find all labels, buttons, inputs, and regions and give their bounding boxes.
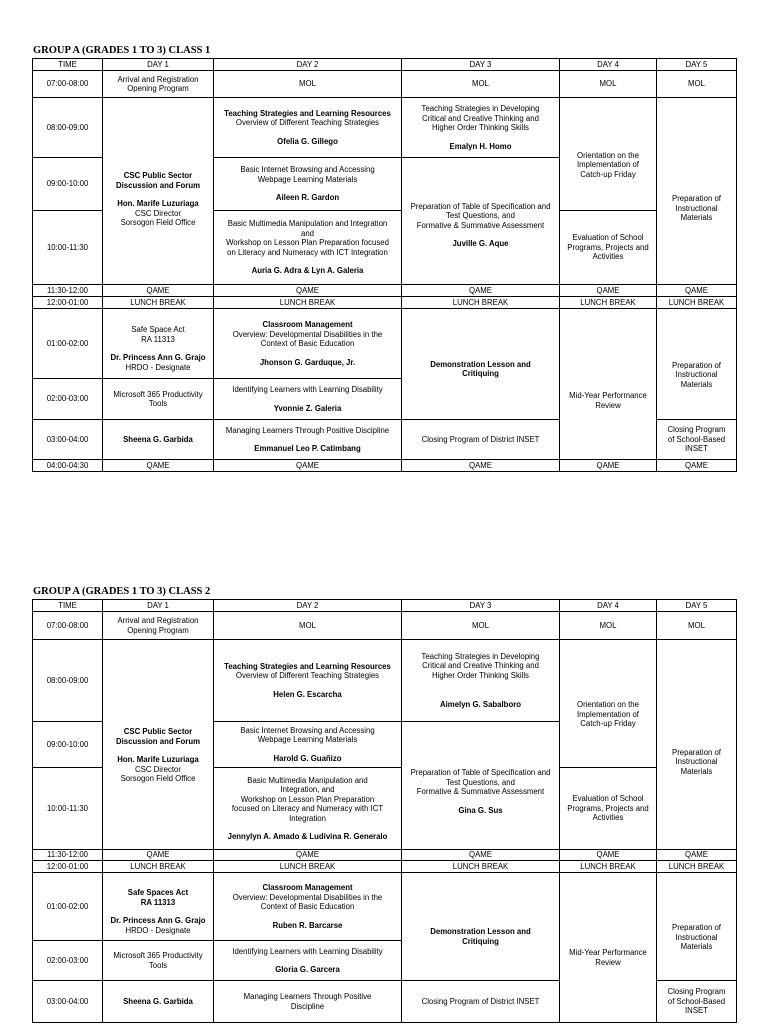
time-cell: 02:00-03:00 (33, 379, 103, 420)
session-cell: Preparation of Instructional Materials (657, 309, 737, 420)
header-day5: DAY 5 (657, 59, 737, 71)
time-cell: 03:00-04:00 (33, 981, 103, 1023)
header-time: TIME (33, 600, 103, 612)
table-row (33, 850, 737, 861)
session-cell: Classroom Management Overview: Developmental Disabilities in the Context of Basic Education Jhonson G. Garduque, Jr. (214, 309, 402, 379)
session-cell: CSC Public Sector Discussion and Forum Hon. Marife Luzuriaga CSC Director Sorsogon Field Office (103, 98, 214, 285)
session-cell: Preparation of Table of Specification and Test Questions, and Formative & Summative Assessment Gina G. Sus (402, 722, 560, 850)
session-cell: Managing Learners Through Positive Discipline Emmanuel Leo P. Catimbang (214, 420, 402, 460)
session-cell: QAME (402, 285, 560, 297)
session-cell: Teaching Strategies and Learning Resources Overview of Different Teaching Strategies Ofelia G. Gillego (214, 98, 402, 158)
header-day1: DAY 1 (103, 600, 214, 612)
table-row (33, 612, 737, 640)
session-cell: MOL (402, 71, 560, 98)
session-cell: QAME (560, 285, 657, 297)
session-cell: QAME (402, 460, 560, 472)
class1-schedule-table (32, 58, 737, 472)
session-cell: LUNCH BREAK (560, 297, 657, 309)
session-cell: Demonstration Lesson and Critiquing (402, 873, 560, 981)
session-cell: Identifying Learners with Learning Disability Yvonnie Z. Galeria (214, 379, 402, 420)
table-row (33, 285, 737, 297)
session-cell: Sheena G. Garbida (103, 420, 214, 460)
session-cell: Demonstration Lesson and Critiquing (402, 309, 560, 420)
session-cell: LUNCH BREAK (657, 297, 737, 309)
session-cell: QAME (560, 460, 657, 472)
session-cell: QAME (103, 285, 214, 297)
session-cell: LUNCH BREAK (103, 297, 214, 309)
session-cell: QAME (657, 285, 737, 297)
session-cell: LUNCH BREAK (214, 861, 402, 873)
session-cell: MOL (560, 612, 657, 640)
time-cell: 02:00-03:00 (33, 941, 103, 981)
session-cell: LUNCH BREAK (560, 861, 657, 873)
time-cell: 07:00-08:00 (33, 71, 103, 98)
session-cell: MOL (657, 612, 737, 640)
session-cell: Preparation of Instructional Materials (657, 640, 737, 850)
session-cell: QAME (402, 850, 560, 861)
session-cell: MOL (214, 71, 402, 98)
session-cell: CSC Public Sector Discussion and Forum Hon. Marife Luzuriaga CSC Director Sorsogon Field Office (103, 640, 214, 850)
time-cell: 07:00-08:00 (33, 612, 103, 640)
session-cell: Microsoft 365 Productivity Tools (103, 941, 214, 981)
session-cell: LUNCH BREAK (657, 861, 737, 873)
session-cell: Orientation on the Implementation of Catch-up Friday (560, 640, 657, 768)
header-time: TIME (33, 59, 103, 71)
time-cell: 11:30-12:00 (33, 850, 103, 861)
class2-schedule-table (32, 599, 737, 1023)
time-cell: 08:00-09:00 (33, 640, 103, 722)
session-cell: Closing Program of School-Based INSET (657, 981, 737, 1023)
session-cell: Arrival and Registration Opening Program (103, 612, 214, 640)
session-cell: Sheena G. Garbida (103, 981, 214, 1023)
session-cell: Closing Program of School-Based INSET (657, 420, 737, 460)
time-cell: 08:00-09:00 (33, 98, 103, 158)
table-row (33, 640, 737, 722)
session-cell: Evaluation of School Programs, Projects and Activities (560, 211, 657, 285)
session-cell: Safe Spaces Act RA 11313 Dr. Princess Ann G. Grajo HRDO - Designate (103, 873, 214, 941)
session-cell: Arrival and Registration Opening Program (103, 71, 214, 98)
table-row (33, 297, 737, 309)
session-cell: Basic Internet Browsing and Accessing Webpage Learning Materials Aileen R. Gardon (214, 158, 402, 211)
session-cell: Orientation on the Implementation of Catch-up Friday (560, 98, 657, 211)
session-cell: Identifying Learners with Learning Disability Gloria G. Garcera (214, 941, 402, 981)
session-cell: Basic Multimedia Manipulation and Integration, and Workshop on Lesson Plan Preparation focused on Literacy and Numeracy with ICT Integration Jennylyn A. Amado & Ludivina R. Generalo (214, 768, 402, 850)
session-cell: QAME (214, 285, 402, 297)
table-row (33, 98, 737, 158)
session-cell: Mid-Year Performance Review (560, 873, 657, 1023)
header-day5: DAY 5 (657, 600, 737, 612)
session-cell: Basic Internet Browsing and Accessing Webpage Learning Materials Harold G. Guañizo (214, 722, 402, 768)
table-row (33, 71, 737, 98)
session-cell: LUNCH BREAK (402, 297, 560, 309)
table-header-row (33, 59, 737, 71)
header-day4: DAY 4 (560, 59, 657, 71)
header-day3: DAY 3 (402, 600, 560, 612)
time-cell: 11:30-12:00 (33, 285, 103, 297)
time-cell: 12:00-01:00 (33, 861, 103, 873)
session-cell: Evaluation of School Programs, Projects and Activities (560, 768, 657, 850)
session-cell: Closing Program of District INSET (402, 420, 560, 460)
session-cell: Teaching Strategies and Learning Resources Overview of Different Teaching Strategies Helen G. Escarcha (214, 640, 402, 722)
session-cell: Teaching Strategies in Developing Critical and Creative Thinking and Higher Order Thinking Skills Emalyn H. Homo (402, 98, 560, 158)
session-cell: LUNCH BREAK (402, 861, 560, 873)
table-row (33, 309, 737, 379)
session-cell: QAME (214, 850, 402, 861)
header-day4: DAY 4 (560, 600, 657, 612)
session-cell: LUNCH BREAK (214, 297, 402, 309)
time-cell: 01:00-02:00 (33, 309, 103, 379)
session-cell: QAME (103, 850, 214, 861)
session-cell: Preparation of Instructional Materials (657, 873, 737, 981)
header-day2: DAY 2 (214, 59, 402, 71)
time-cell: 09:00-10:00 (33, 722, 103, 768)
session-cell: LUNCH BREAK (103, 861, 214, 873)
session-cell: MOL (214, 612, 402, 640)
class2-title: GROUP A (GRADES 1 TO 3) CLASS 2 (33, 586, 211, 597)
time-cell: 09:00-10:00 (33, 158, 103, 211)
session-cell: Mid-Year Performance Review (560, 309, 657, 460)
session-cell: MOL (657, 71, 737, 98)
session-cell: MOL (402, 612, 560, 640)
table-row (33, 460, 737, 472)
table-header-row (33, 600, 737, 612)
time-cell: 10:00-11:30 (33, 211, 103, 285)
time-cell: 10:00-11:30 (33, 768, 103, 850)
session-cell: QAME (560, 850, 657, 861)
class1-title: GROUP A (GRADES 1 TO 3) CLASS 1 (33, 45, 211, 56)
time-cell: 12:00-01:00 (33, 297, 103, 309)
session-cell: Microsoft 365 Productivity Tools (103, 379, 214, 420)
session-cell: Preparation of Table of Specification and Test Questions, and Formative & Summative Assessment Juville G. Aque (402, 158, 560, 285)
table-row (33, 861, 737, 873)
table-row (33, 873, 737, 941)
session-cell: Basic Multimedia Manipulation and Integration and Workshop on Lesson Plan Preparation focused on Literacy and Numeracy with ICT Integration Auria G. Adra & Lyn A. Galeria (214, 211, 402, 285)
session-cell: Safe Space Act RA 11313 Dr. Princess Ann G. Grajo HRDO - Designate (103, 309, 214, 379)
session-cell: QAME (103, 460, 214, 472)
time-cell: 03:00-04:00 (33, 420, 103, 460)
time-cell: 01:00-02:00 (33, 873, 103, 941)
header-day3: DAY 3 (402, 59, 560, 71)
session-cell: QAME (214, 460, 402, 472)
session-cell: Teaching Strategies in Developing Critical and Creative Thinking and Higher Order Thinking Skills Aimelyn G. Sabalboro (402, 640, 560, 722)
session-cell: Classroom Management Overview: Developmental Disabilities in the Context of Basic Education Ruben R. Barcarse (214, 873, 402, 941)
session-cell: QAME (657, 850, 737, 861)
session-cell: QAME (657, 460, 737, 472)
header-day2: DAY 2 (214, 600, 402, 612)
session-cell: Preparation of Instructional Materials (657, 98, 737, 285)
time-cell: 04:00-04:30 (33, 460, 103, 472)
session-cell: MOL (560, 71, 657, 98)
session-cell: Managing Learners Through Positive Discipline (214, 981, 402, 1023)
header-day1: DAY 1 (103, 59, 214, 71)
session-cell: Closing Program of District INSET (402, 981, 560, 1023)
